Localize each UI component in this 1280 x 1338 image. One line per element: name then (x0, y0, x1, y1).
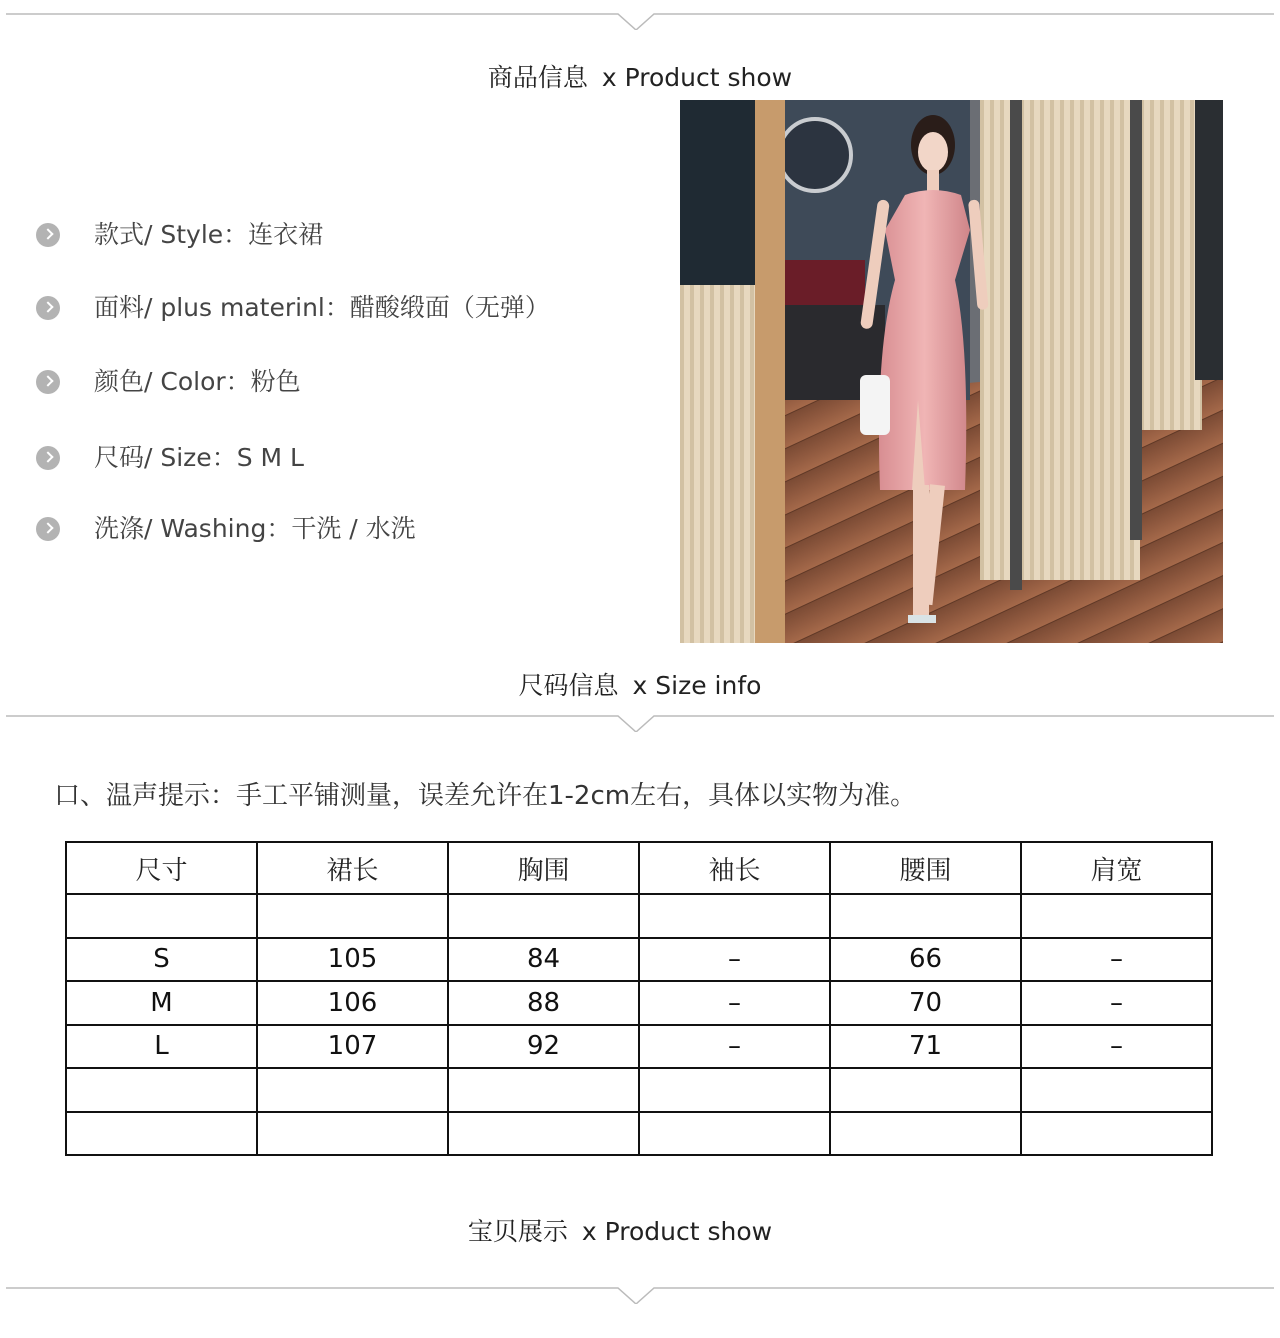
circle-chevron-icon (36, 370, 60, 394)
table-cell (1021, 1112, 1212, 1156)
table-cell: – (1021, 938, 1212, 982)
table-cell (639, 1068, 830, 1112)
table-cell (1021, 1068, 1212, 1112)
table-cell (448, 894, 639, 938)
top-divider (6, 6, 1274, 30)
header-cell: 胸围 (448, 842, 639, 894)
table-cell: 105 (257, 938, 448, 982)
table-cell: S (66, 938, 257, 982)
table-cell: 107 (257, 1025, 448, 1069)
table-cell (66, 894, 257, 938)
table-header-row (66, 842, 1212, 894)
table-cell (830, 1112, 1021, 1156)
table-cell: – (639, 981, 830, 1025)
table-cell: 84 (448, 938, 639, 982)
middle-divider (6, 708, 1274, 732)
section-title-product-info (0, 58, 1280, 94)
header-cell: 腰围 (830, 842, 1021, 894)
table-cell: 71 (830, 1025, 1021, 1069)
table-cell: L (66, 1025, 257, 1069)
table-row (66, 1025, 1212, 1069)
section-title-cn: 宝贝展示 (467, 1217, 568, 1246)
table-row (66, 894, 1212, 938)
circle-chevron-icon (36, 446, 60, 470)
table-cell: – (1021, 981, 1212, 1025)
table-cell: M (66, 981, 257, 1025)
section-title-en: x Product show (581, 1217, 773, 1246)
spec-text: 洗涤/ Washing：干洗 / 水洗 (94, 514, 416, 543)
table-cell: 88 (448, 981, 639, 1025)
table-row (66, 1068, 1212, 1112)
table-cell (1021, 894, 1212, 938)
spec-text: 面料/ plus materinl：醋酸缎面（无弹） (94, 293, 550, 322)
table-cell (257, 1112, 448, 1156)
circle-chevron-icon (36, 517, 60, 541)
measurement-notice: 口、温声提示：手工平铺测量，误差允许在1-2cm左右，具体以实物为准。 (54, 781, 917, 811)
table-cell (448, 1068, 639, 1112)
section-title-cn: 尺码信息 (518, 671, 619, 700)
section-title-en: x Product show (601, 63, 793, 92)
section-title-size-info (0, 666, 1280, 702)
circle-chevron-icon (36, 223, 60, 247)
table-cell (448, 1112, 639, 1156)
table-row (66, 981, 1212, 1025)
spec-text: 款式/ Style：连衣裙 (94, 220, 324, 249)
header-cell: 裙长 (257, 842, 448, 894)
table-cell: 92 (448, 1025, 639, 1069)
section-title-product-show (0, 1212, 1260, 1248)
table-cell (66, 1068, 257, 1112)
bottom-divider (6, 1280, 1274, 1304)
table-cell: 106 (257, 981, 448, 1025)
table-cell: 66 (830, 938, 1021, 982)
table-cell: 70 (830, 981, 1021, 1025)
header-cell: 肩宽 (1021, 842, 1212, 894)
table-cell: – (639, 1025, 830, 1069)
table-cell (257, 1068, 448, 1112)
table-cell: – (639, 938, 830, 982)
spec-text: 颜色/ Color：粉色 (94, 367, 301, 396)
table-row (66, 938, 1212, 982)
table-cell (257, 894, 448, 938)
circle-chevron-icon (36, 296, 60, 320)
table-row (66, 1112, 1212, 1156)
table-cell (639, 1112, 830, 1156)
spec-text: 尺码/ Size：S M L (94, 443, 304, 472)
table-cell (830, 894, 1021, 938)
product-photo (680, 100, 1223, 643)
table-cell (66, 1112, 257, 1156)
section-title-cn: 商品信息 (487, 63, 588, 92)
table-cell: – (1021, 1025, 1212, 1069)
header-cell: 尺寸 (66, 842, 257, 894)
header-cell: 袖长 (639, 842, 830, 894)
size-table (65, 841, 1213, 1156)
table-cell (639, 894, 830, 938)
section-title-en: x Size info (632, 671, 762, 700)
table-cell (830, 1068, 1021, 1112)
